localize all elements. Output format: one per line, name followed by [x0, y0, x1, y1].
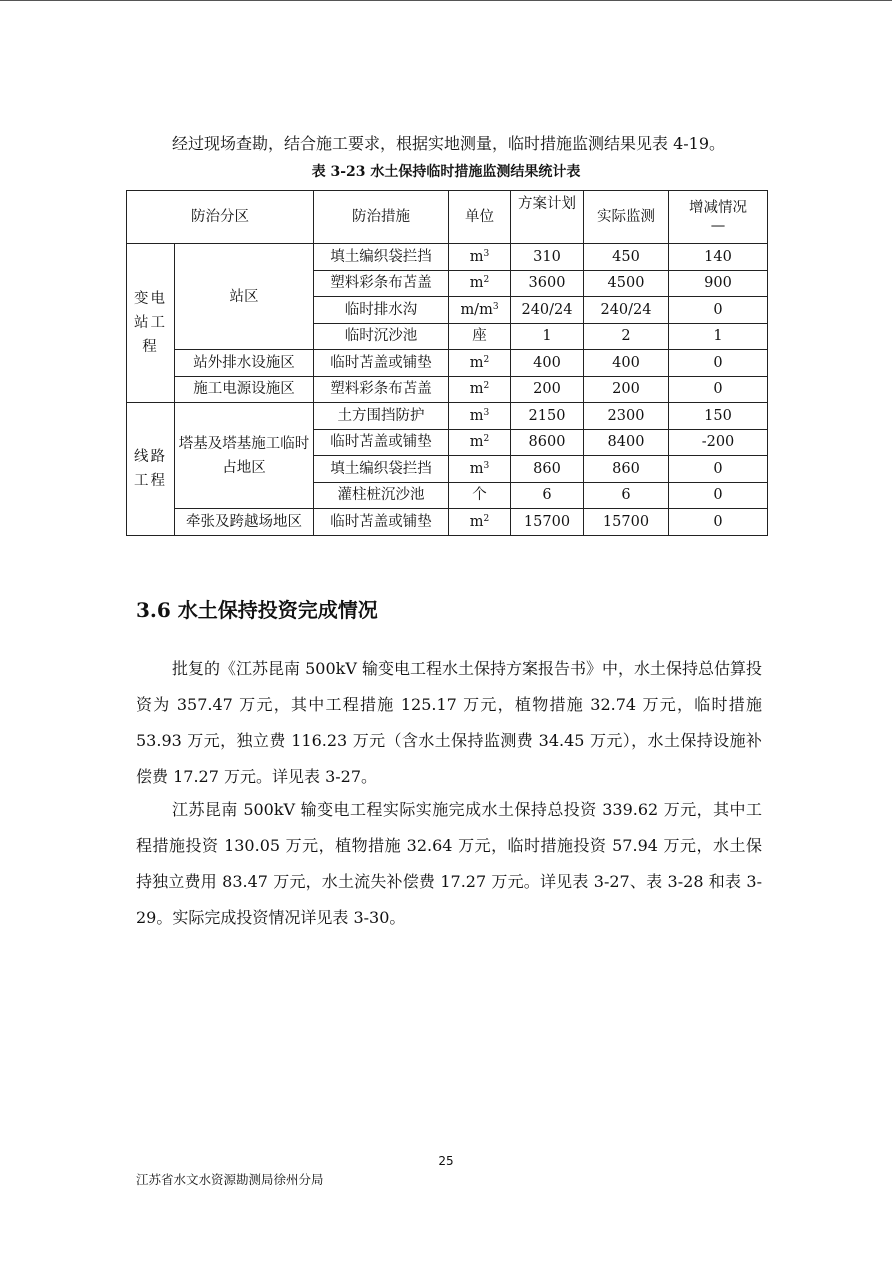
cell-actual: 6	[584, 482, 669, 509]
intro-paragraph: 经过现场查勘，结合施工要求，根据实地测量，临时措施监测结果见表 4-19。	[172, 134, 726, 153]
cell-measure: 临时苫盖或铺垫	[314, 429, 449, 456]
cell-actual: 15700	[584, 509, 669, 536]
unit-exponent: 2	[483, 381, 490, 392]
cell-actual: 400	[584, 350, 669, 377]
section-paragraph-actual: 江苏昆南 500kV 输变电工程实际实施完成水土保持总投资 339.62 万元，其中工程措施投资 130.05 万元，植物措施 32.64 万元，临时措施投资 57.94 万元，水土保持独立费用 83.47 万元，水土流失补偿费 17.27 万元。详见表 3-27、表 3-28 和表 3-29。实际完成投资情况详见表 3-30。	[136, 800, 762, 927]
subzone-drainage: 站外排水设施区	[175, 350, 314, 377]
cell-unit	[449, 482, 511, 509]
cell-unit	[449, 270, 511, 297]
header-actual: 实际监测	[584, 191, 669, 244]
cell-plan: 860	[511, 456, 584, 483]
cell-plan: 2150	[511, 403, 584, 430]
cell-measure: 灌柱桩沉沙池	[314, 482, 449, 509]
cell-measure: 填土编织袋拦挡	[314, 456, 449, 483]
cell-change: 0	[669, 456, 768, 483]
cell-actual: 450	[584, 244, 669, 271]
cell-change: 0	[669, 482, 768, 509]
cell-plan: 15700	[511, 509, 584, 536]
cell-measure: 临时苫盖或铺垫	[314, 350, 449, 377]
unit-exponent: 2	[483, 513, 490, 524]
unit-exponent: 3	[483, 248, 490, 259]
table-row	[127, 376, 768, 403]
subzone-power: 施工电源设施区	[175, 376, 314, 403]
cell-plan: 6	[511, 482, 584, 509]
unit-base: m	[469, 513, 484, 530]
unit-base: 个	[472, 487, 487, 504]
subzone-station: 站区	[175, 244, 314, 350]
cell-plan: 1	[511, 323, 584, 350]
header-zone: 防治分区	[127, 191, 314, 244]
cell-actual: 2300	[584, 403, 669, 430]
cell-measure: 塑料彩条布苫盖	[314, 270, 449, 297]
cell-plan: 310	[511, 244, 584, 271]
group-line-label: 线路工程	[134, 448, 167, 489]
cell-change: -200	[669, 429, 768, 456]
cell-change: 1	[669, 323, 768, 350]
cell-change: 900	[669, 270, 768, 297]
cell-unit	[449, 403, 511, 430]
group-line	[127, 403, 175, 536]
cell-change: 0	[669, 297, 768, 324]
cell-change: 140	[669, 244, 768, 271]
header-change-line2: —	[710, 218, 726, 234]
cell-actual: 2	[584, 323, 669, 350]
cell-unit	[449, 509, 511, 536]
subzone-tower	[175, 403, 314, 509]
table-row	[127, 509, 768, 536]
cell-unit	[449, 429, 511, 456]
cell-unit	[449, 323, 511, 350]
cell-unit	[449, 456, 511, 483]
cell-change: 0	[669, 509, 768, 536]
header-change-line1: 增减情况	[689, 200, 747, 216]
unit-base: m	[469, 248, 484, 265]
cell-actual: 860	[584, 456, 669, 483]
unit-base: m/m	[460, 301, 493, 318]
cell-change: 0	[669, 376, 768, 403]
header-change	[669, 191, 768, 244]
group-substation	[127, 244, 175, 403]
table-row	[127, 350, 768, 377]
cell-measure: 临时排水沟	[314, 297, 449, 324]
unit-base: m	[469, 407, 484, 424]
unit-base: m	[469, 434, 484, 451]
page-top-rule	[0, 0, 892, 1]
header-unit: 单位	[449, 191, 511, 244]
unit-exponent: 2	[483, 434, 490, 445]
group-substation-label: 变电站工程	[134, 291, 167, 355]
cell-unit	[449, 244, 511, 271]
cell-plan: 3600	[511, 270, 584, 297]
cell-measure: 填土编织袋拦挡	[314, 244, 449, 271]
unit-base: m	[469, 354, 484, 371]
header-plan: 方案计划	[511, 191, 584, 244]
subzone-traction: 牵张及跨越场地区	[175, 509, 314, 536]
page-footer-organization: 江苏省水文水资源勘测局徐州分局	[136, 1172, 324, 1187]
header-measure: 防治措施	[314, 191, 449, 244]
table-caption: 表 3-23 水土保持临时措施监测结果统计表	[311, 164, 581, 180]
unit-exponent: 3	[483, 407, 490, 418]
cell-unit	[449, 297, 511, 324]
table-header-row	[127, 191, 768, 244]
cell-change: 150	[669, 403, 768, 430]
unit-exponent: 3	[483, 460, 490, 471]
cell-unit	[449, 350, 511, 377]
cell-actual: 200	[584, 376, 669, 403]
unit-base: m	[469, 381, 484, 398]
monitoring-results-table	[126, 190, 768, 536]
cell-unit	[449, 376, 511, 403]
cell-measure: 塑料彩条布苫盖	[314, 376, 449, 403]
cell-actual: 8400	[584, 429, 669, 456]
cell-actual: 240/24	[584, 297, 669, 324]
table-row	[127, 244, 768, 271]
unit-exponent: 3	[492, 301, 499, 312]
cell-change: 0	[669, 350, 768, 377]
cell-measure: 土方围挡防护	[314, 403, 449, 430]
cell-actual: 4500	[584, 270, 669, 297]
cell-plan: 8600	[511, 429, 584, 456]
unit-base: m	[469, 275, 484, 292]
cell-measure: 临时苫盖或铺垫	[314, 509, 449, 536]
cell-plan: 200	[511, 376, 584, 403]
cell-plan: 240/24	[511, 297, 584, 324]
cell-measure: 临时沉沙池	[314, 323, 449, 350]
page-number: 25	[438, 1154, 454, 1168]
unit-base: m	[469, 460, 484, 477]
cell-plan: 400	[511, 350, 584, 377]
subzone-tower-label: 塔基及塔基施工临时占地区	[178, 435, 310, 476]
section-paragraph-approved: 批复的《江苏昆南 500kV 输变电工程水土保持方案报告书》中，水土保持总估算投资为 357.47 万元，其中工程措施 125.17 万元，植物措施 32.74 万元，临时措施 53.93 万元，独立费 116.23 万元（含水土保持监测费 34.45 万元），水土保持设施补偿费 17.27 万元。详见表 3-27。	[136, 659, 762, 786]
unit-exponent: 2	[483, 354, 490, 365]
section-heading: 3.6 水土保持投资完成情况	[136, 598, 378, 622]
table-row	[127, 403, 768, 430]
unit-base: 座	[472, 328, 487, 345]
unit-exponent: 2	[483, 275, 490, 286]
